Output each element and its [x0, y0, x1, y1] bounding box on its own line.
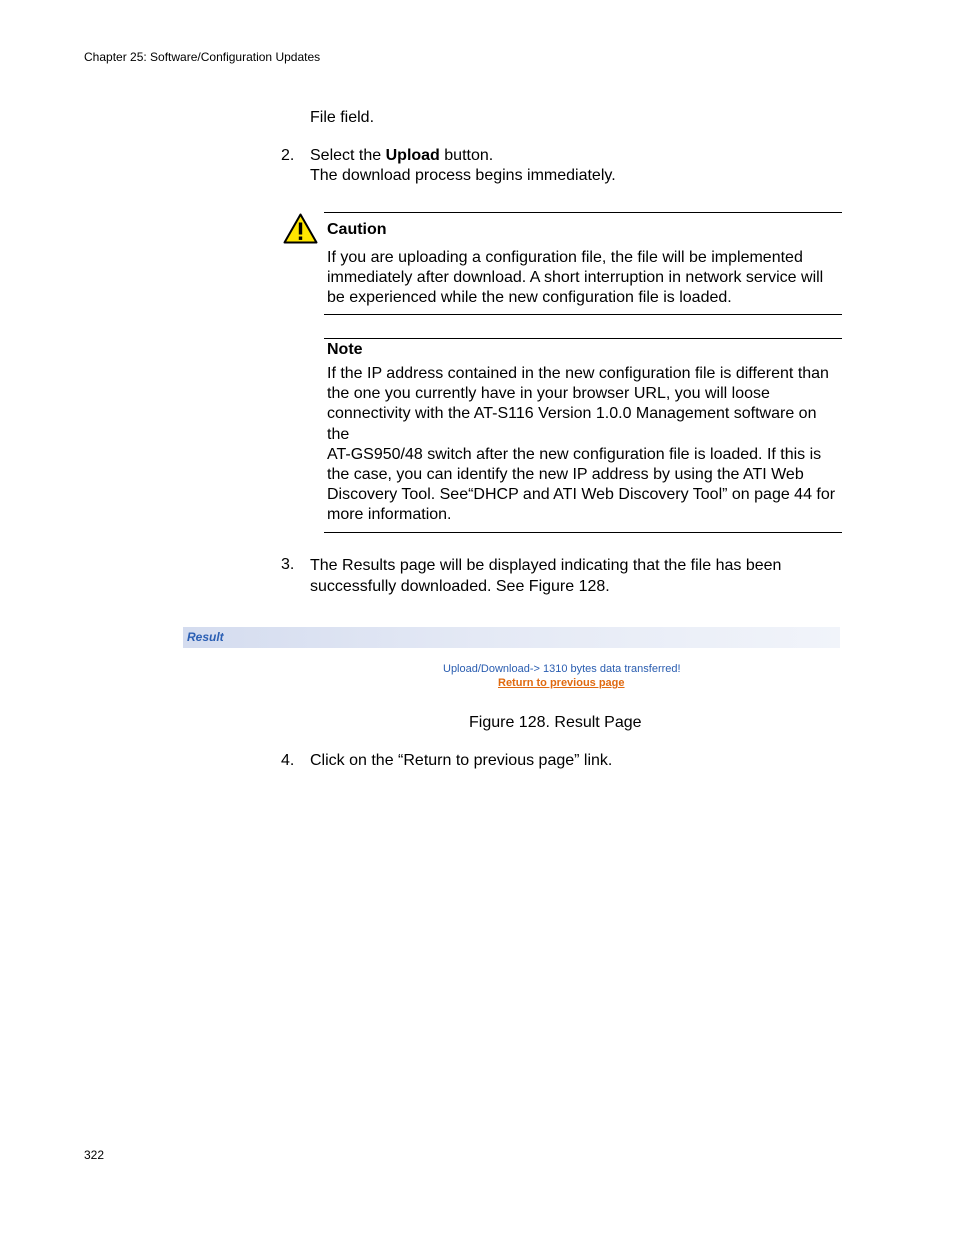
caution-title: Caution — [327, 221, 387, 238]
result-header-bar — [183, 627, 840, 648]
result-title: Result — [187, 630, 224, 644]
chapter-header: Chapter 25: Software/Configuration Updates — [84, 50, 321, 64]
step-4-number: 4. — [281, 752, 295, 769]
step-2-line2: The download process begins immediately. — [310, 167, 616, 184]
caution-top-rule — [324, 212, 842, 213]
return-to-previous-page-link[interactable]: Return to previous page — [498, 677, 625, 689]
note-text — [327, 364, 842, 526]
intro-continuation: File field. — [310, 109, 375, 126]
step-2-text — [310, 146, 850, 186]
note-bottom-rule — [324, 532, 842, 533]
step-2-bold: Upload — [385, 147, 440, 164]
note-text-part1: If the IP address contained in the new configuration file is different than the one you currently have in your browser URL, you will loose connectivity with the AT-S116 Version 1.0.0 Management software on the — [327, 365, 829, 443]
page-number: 322 — [84, 1148, 105, 1162]
caution-text: If you are uploading a configuration file, the file will be implemented immediately after download. A short interruption in network service will be experienced while the new configuration file is loaded. — [327, 249, 824, 307]
step-4-text: Click on the “Return to previous page” link. — [310, 752, 613, 769]
step-3-text: The Results page will be displayed indicating that the file has been successfully downloaded. See Figure 128. — [310, 557, 782, 595]
note-text-part2: AT-GS950/48 switch after the new configuration file is loaded. If this is the case, you can identify the new IP address by using the ATI Web Discovery Tool. See“DHCP and ATI Web Discovery Tool” on page 44 for more information. — [327, 445, 836, 524]
transfer-message: Upload/Download-> 1310 bytes data transferred! — [443, 663, 681, 675]
figure-caption: Figure 128. Result Page — [469, 714, 642, 731]
warning-triangle-icon — [283, 213, 318, 244]
step-2-prefix: Select the — [310, 147, 386, 164]
step-2-suffix: button. — [439, 147, 494, 164]
note-top-rule — [324, 338, 842, 339]
caution-bottom-rule — [324, 314, 842, 315]
step-3-number: 3. — [281, 556, 295, 573]
note-title: Note — [327, 341, 363, 358]
step-2-number: 2. — [281, 147, 295, 164]
